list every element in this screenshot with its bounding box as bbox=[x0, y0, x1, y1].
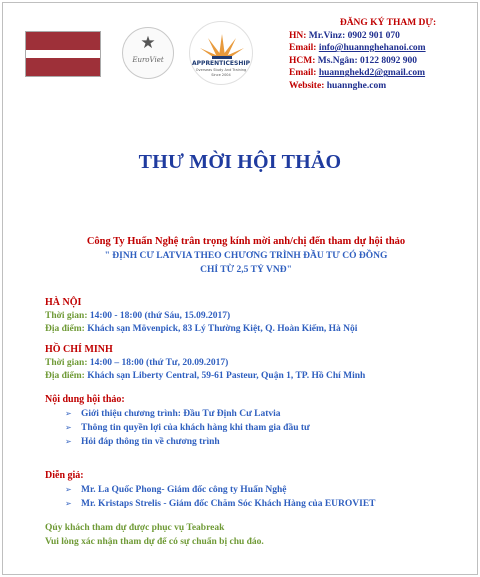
flag-band-middle bbox=[26, 50, 100, 59]
agenda-item: Giới thiệu chương trình: Đầu Tư Định Cư Latvia bbox=[81, 409, 281, 419]
footer-note bbox=[45, 521, 465, 549]
euroviet-logo-text: EuroViet bbox=[132, 56, 164, 64]
hanoi-contact-label: HN: bbox=[289, 30, 307, 41]
hcm-contact-label: HCM: bbox=[289, 55, 316, 66]
speakers-heading: Diễn giả: bbox=[45, 470, 84, 481]
hanoi-email-line bbox=[289, 42, 477, 55]
hanoi-place-value: Khách sạn Mövenpick, 83 Lý Thường Kiệt, Q. Hoàn Kiếm, Hà Nội bbox=[87, 324, 358, 334]
flag-band-bottom bbox=[26, 58, 100, 76]
registration-heading: ĐĂNG KÝ THAM DỰ: bbox=[339, 18, 437, 28]
star-icon: ★ bbox=[140, 33, 156, 53]
arrow-bullet-icon: ➢ bbox=[65, 437, 72, 446]
agenda-item: Thông tin quyền lợi của khách hàng khi tham gia đầu tư bbox=[81, 423, 310, 433]
hanoi-email-label: Email: bbox=[289, 43, 317, 54]
page-title: THƯ MỜI HỘI THẢO bbox=[138, 151, 342, 173]
hcm-time-line bbox=[45, 357, 465, 370]
flag-band-top bbox=[26, 32, 100, 50]
invitation-sentence: Công Ty Huấn Nghệ trân trọng kính mời anh/chị đến tham dự hội thảo bbox=[86, 236, 406, 247]
apprenticeship-logo-since: Since 2004 bbox=[211, 73, 231, 77]
arrow-bullet-icon: ➢ bbox=[65, 409, 72, 418]
list-item bbox=[45, 421, 465, 435]
program-name-line-2: CHỈ TỪ 2,5 TỶ VNĐ" bbox=[200, 265, 292, 275]
invitation-page bbox=[2, 2, 478, 575]
hcm-place-label: Địa điểm: bbox=[45, 371, 85, 381]
agenda-heading: Nội dung hội thảo: bbox=[45, 394, 125, 405]
list-item bbox=[45, 407, 465, 421]
list-item bbox=[45, 497, 465, 511]
agenda-item: Hỏi đáp thông tin về chương trình bbox=[81, 437, 220, 447]
hcm-time-value: 14:00 – 18:00 (thứ Tư, 20.09.2017) bbox=[89, 358, 229, 368]
hanoi-contact-line bbox=[289, 30, 477, 43]
hcm-contact-value: Ms.Ngân: 0122 8092 900 bbox=[317, 55, 417, 66]
hcm-contact-line bbox=[289, 55, 477, 68]
hanoi-place-line bbox=[45, 323, 465, 336]
hanoi-section bbox=[45, 296, 465, 336]
hanoi-place-label: Địa điểm: bbox=[45, 324, 85, 334]
program-name-line-1: " ĐỊNH CƯ LATVIA THEO CHƯƠNG TRÌNH ĐẦU TƯ CÓ ĐỒNG bbox=[104, 251, 388, 261]
hanoi-heading: HÀ NỘI bbox=[45, 297, 82, 308]
hcm-email-link[interactable]: huannghekd2@gmail.com bbox=[318, 68, 426, 79]
apprenticeship-logo-name: APPRENTICESHIP bbox=[192, 60, 250, 67]
speakers-section bbox=[45, 469, 465, 511]
confirmation-note: Vui lòng xác nhận tham dự để có sự chuẩn bị chu đáo. bbox=[45, 537, 264, 547]
hanoi-time-line bbox=[45, 310, 465, 323]
website-line bbox=[289, 80, 477, 93]
website-link[interactable]: huannghe.com bbox=[326, 80, 387, 91]
hcm-time-label: Thời gian: bbox=[45, 358, 88, 368]
latvia-flag bbox=[25, 31, 101, 77]
hanoi-time-label: Thời gian: bbox=[45, 311, 88, 321]
list-item bbox=[45, 435, 465, 449]
hcm-place-value: Khách sạn Liberty Central, 59-61 Pasteur, Quận 1, TP. Hồ Chí Minh bbox=[87, 371, 366, 381]
arrow-bullet-icon: ➢ bbox=[65, 423, 72, 432]
arrow-bullet-icon: ➢ bbox=[65, 485, 72, 494]
hcm-email-line bbox=[289, 67, 477, 80]
arrow-bullet-icon: ➢ bbox=[65, 499, 72, 508]
speaker-item: Mr. La Quốc Phong- Giám đốc công ty Huấn Nghệ bbox=[81, 485, 287, 495]
apprenticeship-logo-sub: Overseas Study And Training bbox=[195, 68, 247, 72]
hanoi-contact-value: Mr.Vinz: 0902 901 070 bbox=[308, 30, 400, 41]
intro-block bbox=[31, 235, 461, 277]
apprenticeship-logo bbox=[189, 21, 253, 85]
hcm-section bbox=[45, 343, 465, 383]
hanoi-email-link[interactable]: info@huannghehanoi.com bbox=[318, 43, 426, 54]
speaker-item: Mr. Kristaps Strelis - Giám đốc Chăm Sóc Khách Hàng của EUROVIET bbox=[81, 499, 376, 509]
website-label: Website: bbox=[289, 80, 325, 91]
hcm-place-line bbox=[45, 370, 465, 383]
teabreak-note: Qúy khách tham dự được phục vụ Teabreak bbox=[45, 523, 225, 533]
euroviet-logo bbox=[122, 27, 174, 79]
agenda-section bbox=[45, 393, 465, 449]
hcm-email-label: Email: bbox=[289, 68, 317, 79]
list-item bbox=[45, 483, 465, 497]
hanoi-time-value: 14:00 - 18:00 (thứ Sáu, 15.09.2017) bbox=[89, 311, 231, 321]
hcm-heading: HỒ CHÍ MINH bbox=[45, 344, 113, 355]
registration-contact bbox=[289, 17, 477, 93]
